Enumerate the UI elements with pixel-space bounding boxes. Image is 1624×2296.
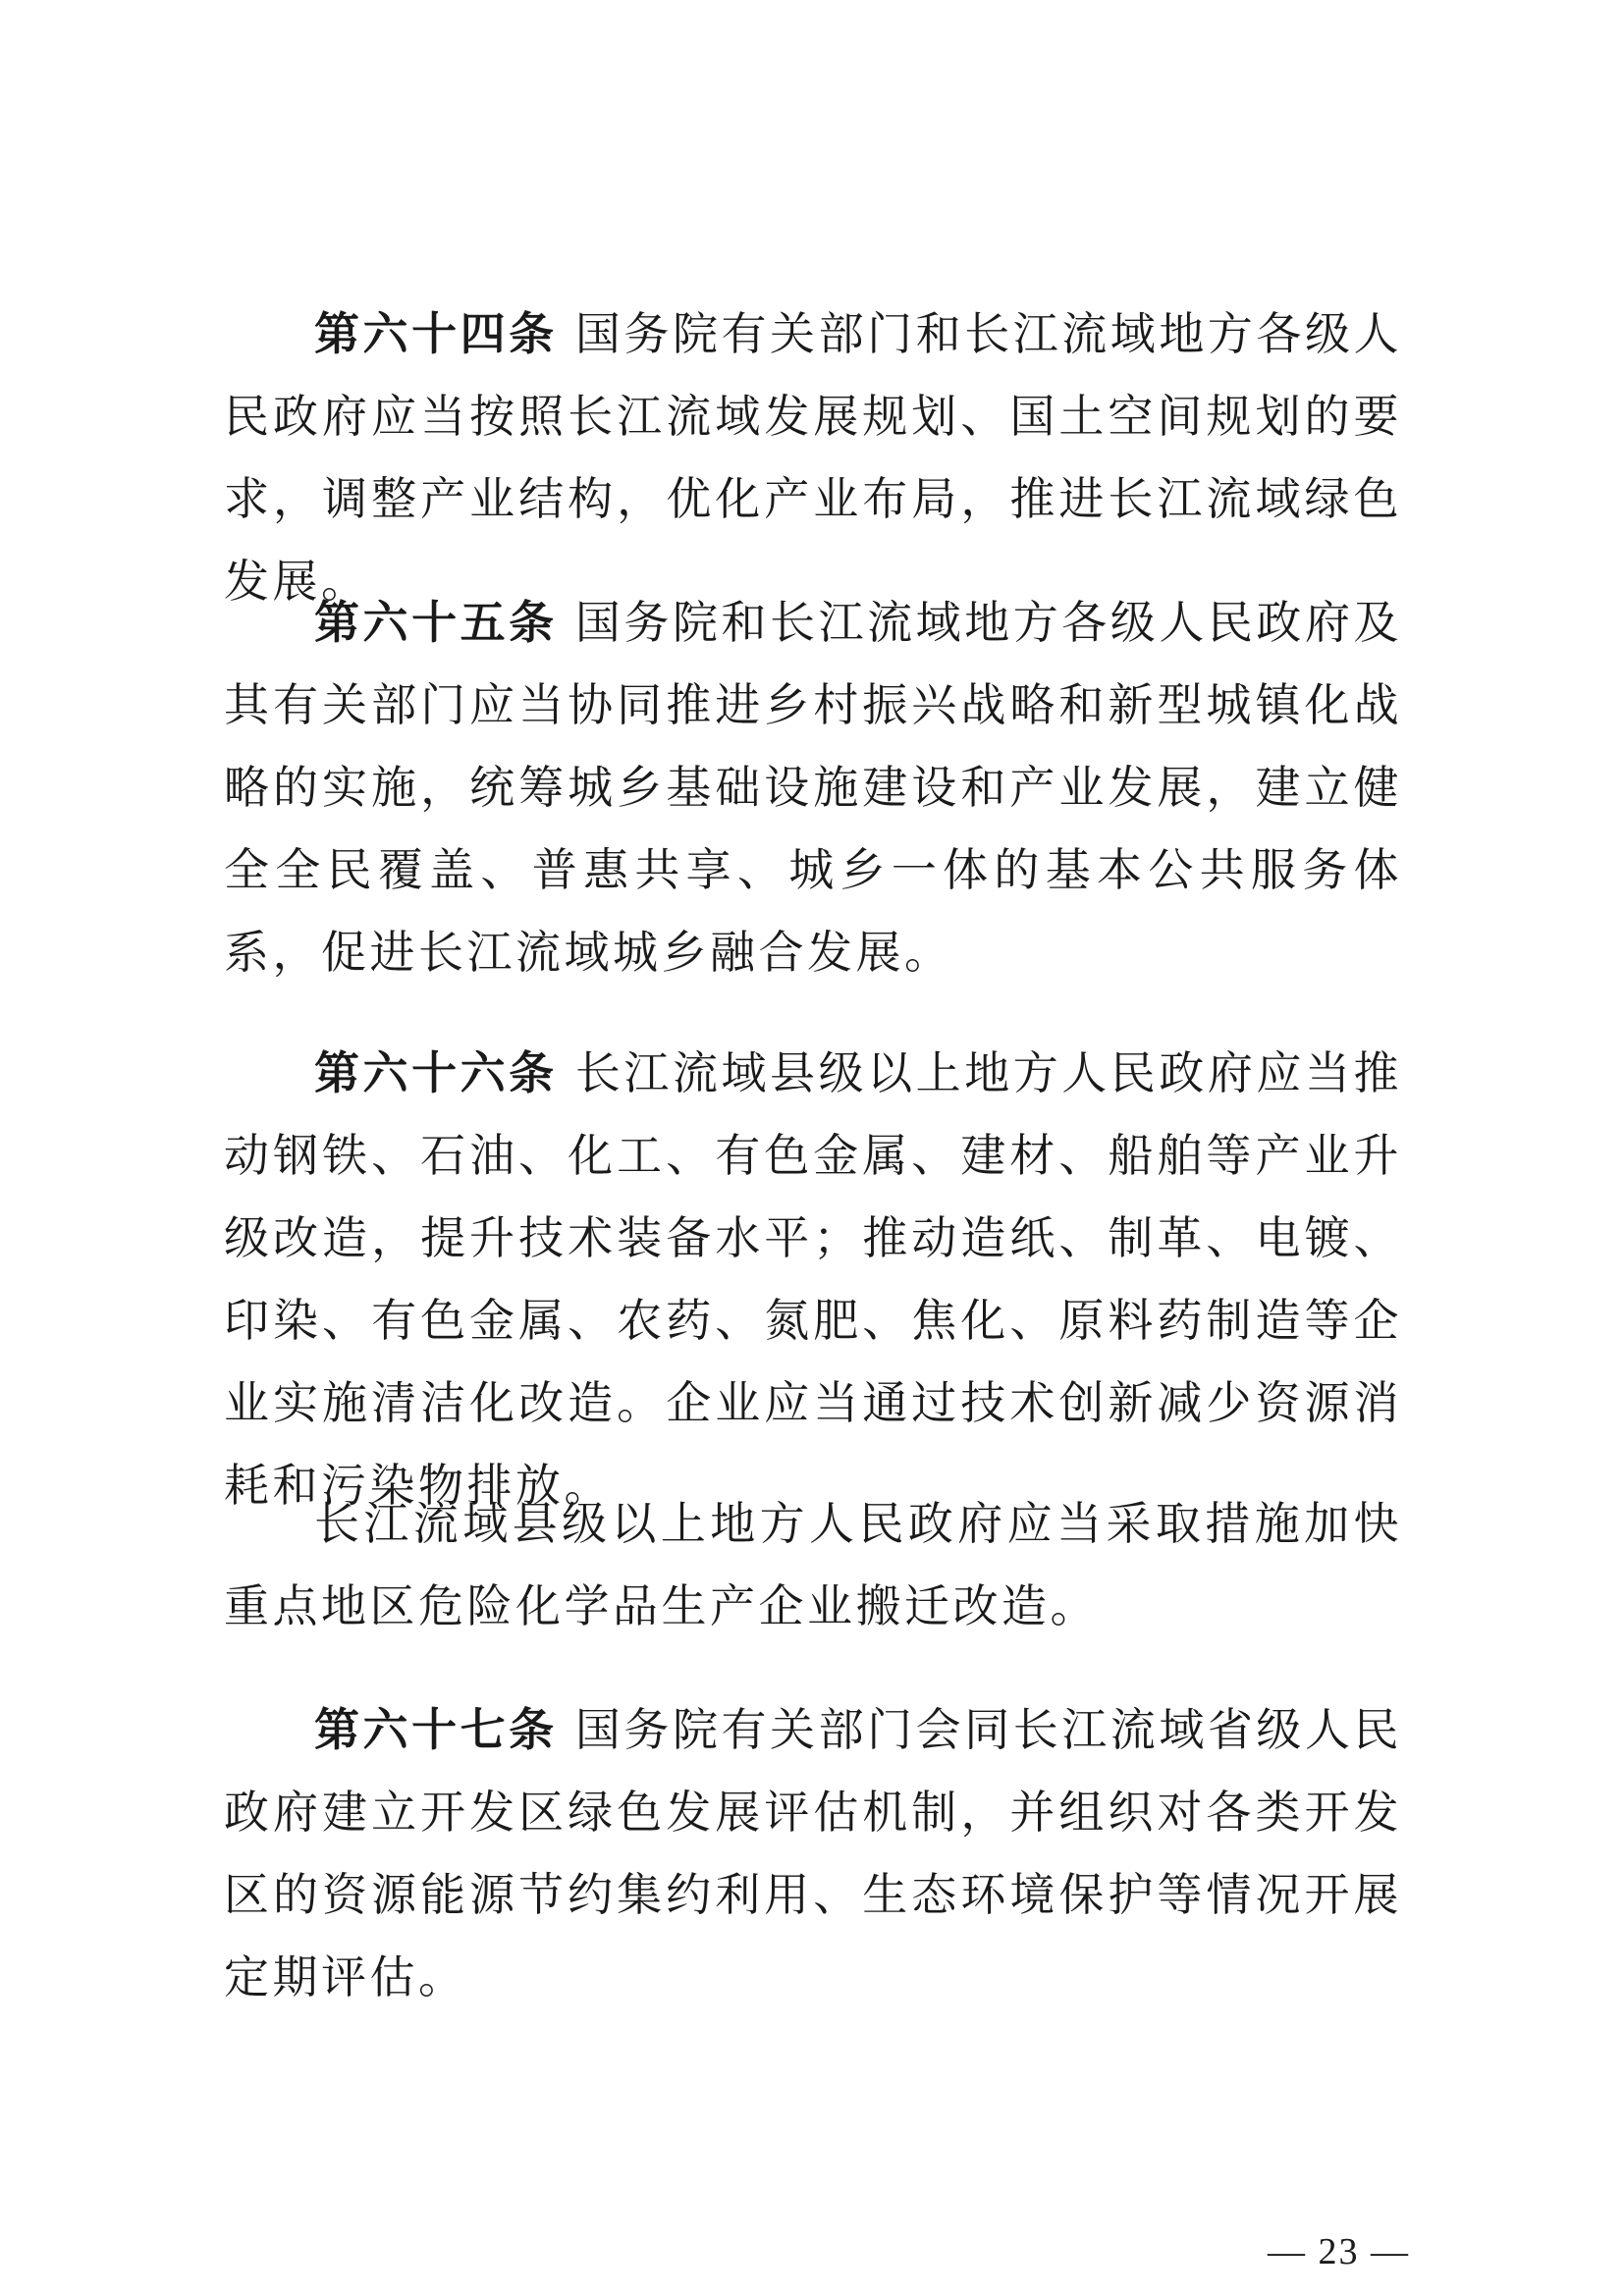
article-number: 第六十四条 [314,307,558,360]
article-66-second-paragraph [224,1482,1402,1647]
page-number: — 23 — [1268,2231,1410,2272]
article-67-paragraph [224,1688,1402,2018]
article-text: 长江流域县级以上地方人民政府应当采取措施加快重点地区危险化学品生产企业搬迁改造。 [224,1497,1402,1632]
article-64-paragraph [224,293,1402,622]
article-number: 第六十五条 [314,596,558,649]
article-number: 第六十六条 [314,1046,558,1099]
article-65-paragraph [224,581,1402,993]
article-text: 国务院和长江流域地方各级人民政府及其有关部门应当协同推进乡村振兴战略和新型城镇化战略的实施，统筹城乡基础设施建设和产业发展，建立健全全民覆盖、普惠共享、城乡一体的基本公共服务体系，促进长江流域城乡融合发展。 [224,596,1403,979]
article-text: 国务院有关部门会同长江流域省级人民政府建立开发区绿色发展评估机制，并组织对各类开发区的资源能源节约集约利用、生态环境保护等情况开展定期评估。 [224,1703,1403,2003]
article-text: 国务院有关部门和长江流域地方各级人民政府应当按照长江流域发展规划、国土空间规划的要求，调整产业结构，优化产业布局，推进长江流域绿色发展。 [224,307,1403,608]
article-text: 长江流域县级以上地方人民政府应当推动钢铁、石油、化工、有色金属、建材、船舶等产业升级改造，提升技术装备水平；推动造纸、制革、电镀、印染、有色金属、农药、氮肥、焦化、原料药制造等企业实施清洁化改造。企业应当通过技术创新减少资源消耗和污染物排放。 [224,1046,1403,1512]
article-number: 第六十七条 [314,1703,558,1756]
article-66-paragraph [224,1032,1402,1526]
